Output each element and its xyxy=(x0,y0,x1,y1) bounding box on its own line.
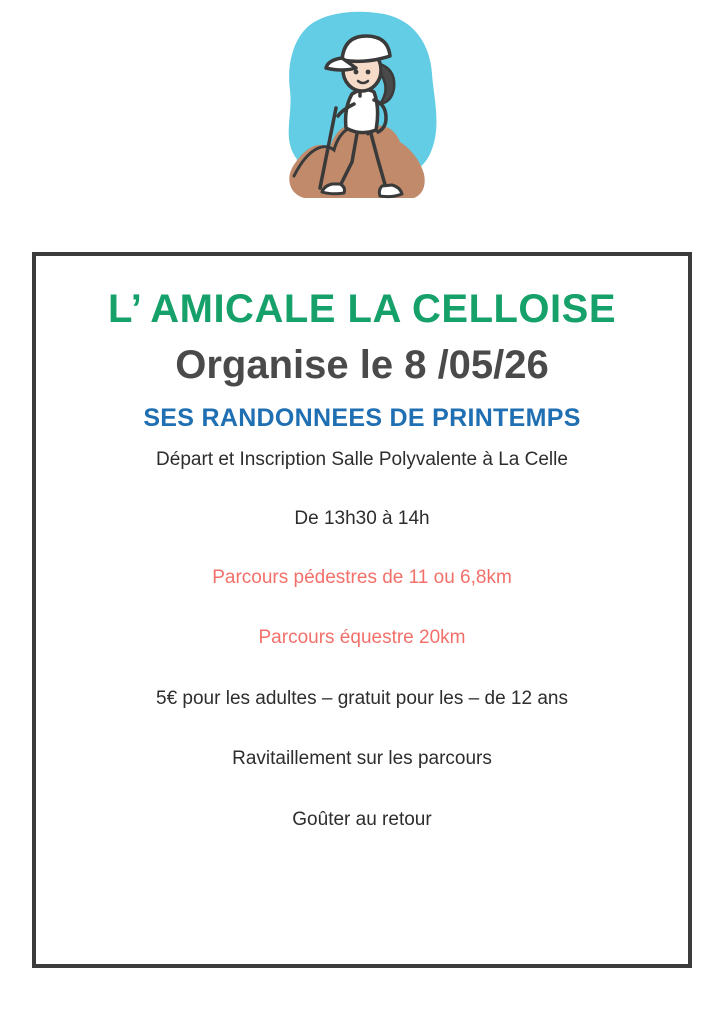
eye-right xyxy=(366,70,371,75)
hiker-illustration-graphic xyxy=(274,8,450,220)
poster-line-snack: Goûter au retour xyxy=(292,808,432,830)
poster-line-price: 5€ pour les adultes – gratuit pour les – de 12 ans xyxy=(156,687,568,709)
eye-left xyxy=(354,70,359,75)
poster-line-time: De 13h30 à 14h xyxy=(294,507,430,529)
shoe-back xyxy=(322,184,345,194)
poster-line-refreshments: Ravitaillement sur les parcours xyxy=(232,748,492,770)
hiker-illustration xyxy=(0,0,724,232)
poster-line-walking-routes: Parcours pédestres de 11 ou 6,8km xyxy=(212,567,512,589)
page-title: L’ AMICALE LA CELLOISE xyxy=(107,287,617,331)
shoe-front xyxy=(379,185,402,197)
poster-subtitle: Organise le 8 /05/26 xyxy=(175,343,549,387)
poster-line-departure: Départ et Inscription Salle Polyvalente à La Celle xyxy=(156,449,568,470)
cap-shape xyxy=(342,36,390,61)
poster-frame xyxy=(32,252,692,968)
poster-content xyxy=(36,256,688,832)
poster-line-horse-route: Parcours équestre 20km xyxy=(258,626,466,648)
poster-section-heading: SES RANDONNEES DE PRINTEMPS xyxy=(143,404,581,432)
